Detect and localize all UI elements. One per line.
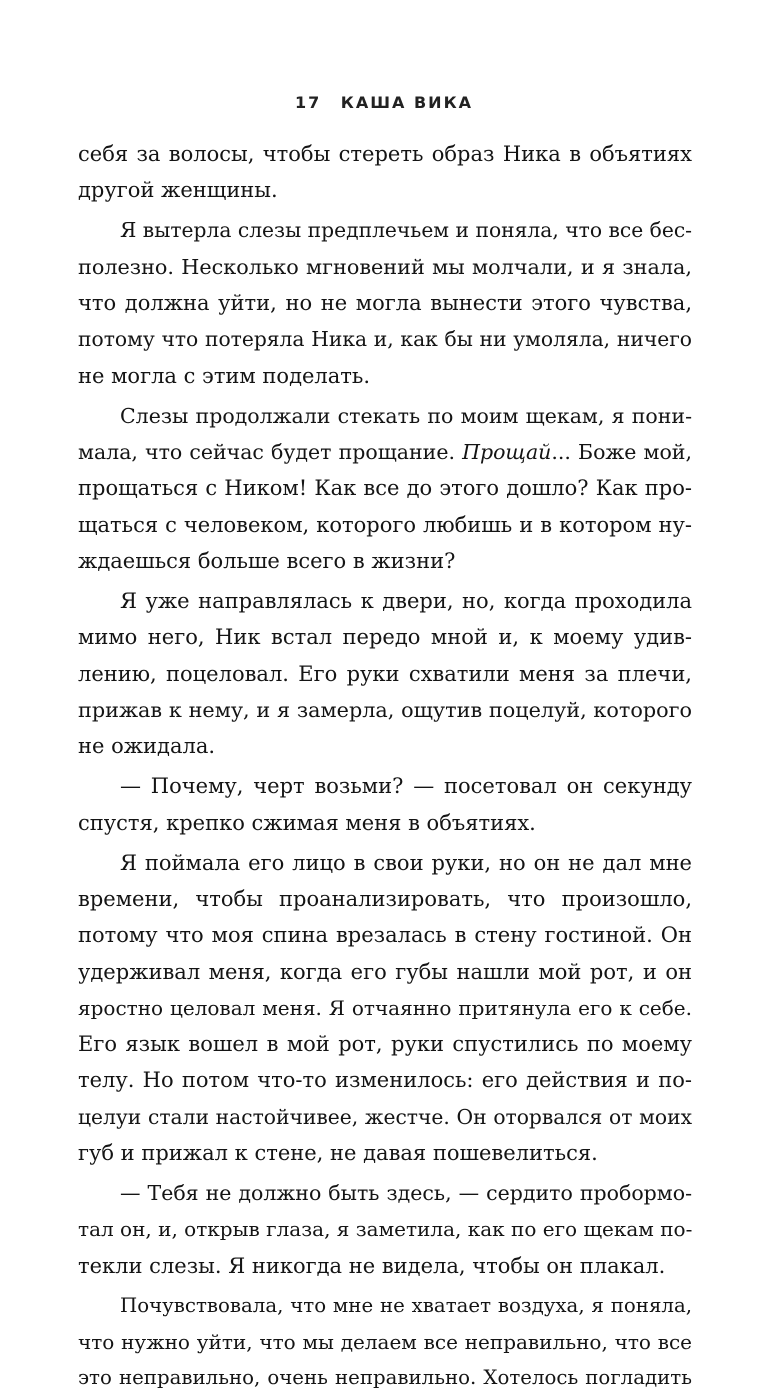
text-line: Я поймала его лицо в свои руки, но он не дал мне [120, 850, 692, 875]
text-line: потому что моя спина врезалась в стену гостиной. Он [78, 923, 692, 948]
italic-word: Прощай [462, 439, 552, 464]
text-line: — Почему, черт возьми? — посетовал он секунду [120, 774, 692, 799]
text-line: что должна уйти, но не могла вынести этого чувства, [78, 290, 692, 315]
running-title: КАША ВИКА [340, 93, 474, 112]
text-line: времени, чтобы проанализировать, что произошло, [78, 886, 692, 911]
text-line: полезно. Несколько мгновений мы молчали, и я знала, [78, 254, 692, 279]
paragraph [78, 768, 692, 841]
text-line: Слезы продолжали стекать по моим щекам, я пони- [120, 403, 692, 428]
text-line: — Тебя не должно быть здесь, — сердито пробормо- [120, 1181, 692, 1206]
text-line: себя за волосы, чтобы стереть образ Ника в объятиях [78, 142, 692, 166]
text-line: лению, поцеловал. Его руки схватили меня за плечи, [78, 661, 692, 686]
text-line: не ожидала. [78, 734, 216, 759]
text-line: прижав к нему, и я замерла, ощутив поцелуй, которого [78, 697, 692, 722]
text-line: удерживал меня, когда его губы нашли мой рот, и он [78, 959, 692, 984]
text-line: яростно целовал меня. Я отчаянно притянула его к себе. [78, 995, 692, 1020]
text-line: прощаться с Ником! Как все до этого дошло? Как про- [78, 476, 692, 501]
text-line: мимо него, Ник встал передо мной и, к моему удив- [78, 625, 692, 650]
paragraph [78, 212, 692, 393]
paragraph [78, 845, 692, 1172]
text-line: губ и прижал к стене, не давая пошевелиться. [78, 1141, 598, 1165]
text-fragment: мала, что сейчас будет прощание. [78, 439, 455, 464]
text-line: телу. Но потом что-то изменилось: его действия и по- [78, 1068, 692, 1093]
paragraph [78, 398, 692, 579]
text-line: Я вытерла слезы предплечьем и поняла, что все бес- [120, 218, 692, 243]
text-body [78, 136, 692, 1397]
page-number: 17 [294, 93, 322, 112]
text-line: целуи стали настойчивее, жестче. Он оторвался от моих [78, 1104, 692, 1129]
text-line: Его язык вошел в мой рот, руки спустились по моему [78, 1032, 692, 1057]
paragraph [78, 1175, 692, 1284]
text-line: щаться с человеком, которого любишь и в котором ну- [78, 512, 692, 537]
text-line: другой женщины. [78, 178, 278, 203]
text-line: это неправильно, очень неправильно. Хотелось погладить [78, 1366, 692, 1390]
paragraph [78, 136, 692, 209]
paragraph [78, 1288, 692, 1397]
text-line: тал он, и, открыв глаза, я заметила, как по его щекам по- [78, 1217, 692, 1242]
text-line: ждаешься больше всего в жизни? [78, 548, 456, 573]
text-line: Почувствовала, что мне не хватает воздуха, я поняла, [120, 1293, 692, 1317]
text-line: Я уже направлялась к двери, но, когда проходила [120, 588, 692, 613]
text-line [78, 434, 692, 470]
text-line: что нужно уйти, что мы делаем все неправильно, что все [78, 1330, 692, 1355]
running-header [0, 93, 768, 112]
text-line: спустя, крепко сжимая меня в объятиях. [78, 810, 536, 835]
text-fragment: ... Боже мой, [551, 439, 692, 464]
paragraph [78, 583, 692, 764]
text-line: потому что потеряла Ника и, как бы ни умоляла, ничего [78, 327, 692, 352]
text-line: текли слезы. Я никогда не видела, чтобы он плакал. [78, 1253, 666, 1278]
text-line: не могла с этим поделать. [78, 363, 371, 388]
